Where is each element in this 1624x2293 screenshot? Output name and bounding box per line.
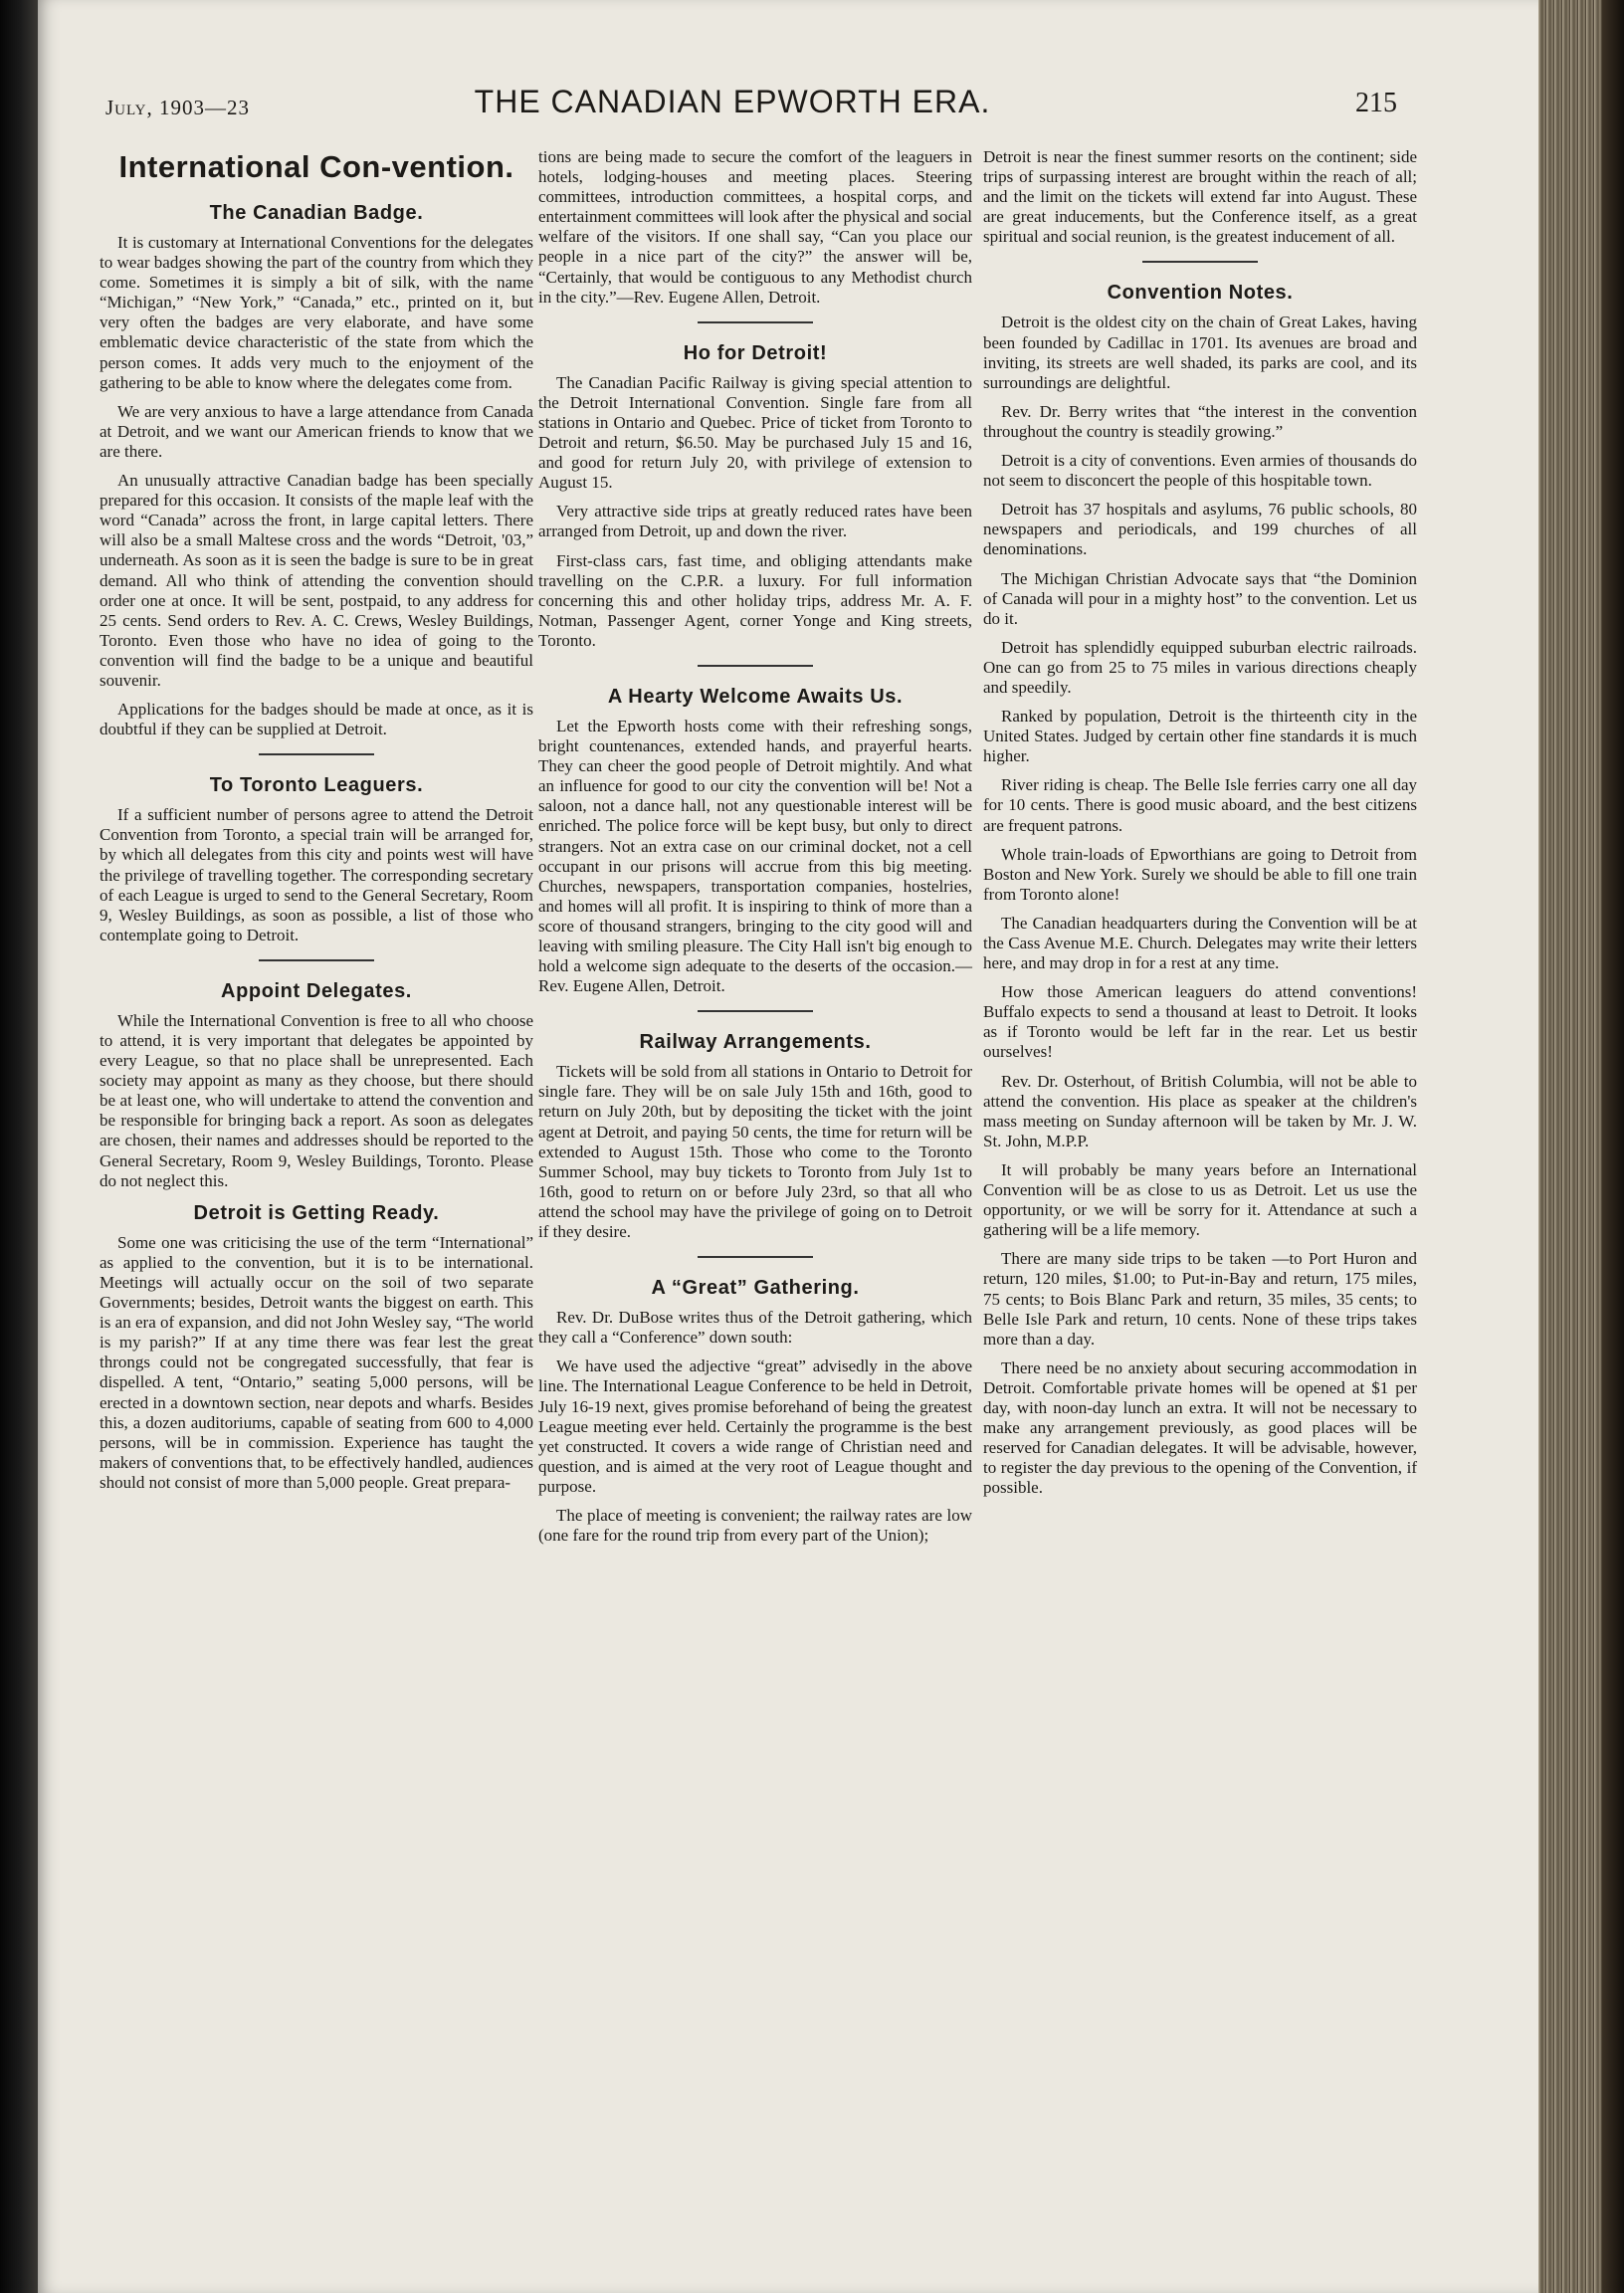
section-divider	[698, 665, 813, 667]
paragraph: Ranked by population, Detroit is the thirteenth city in the United States. Judged by certain other fine standards it is much higher.	[983, 707, 1417, 766]
book-page-edges	[1538, 0, 1624, 2293]
section-divider	[259, 959, 374, 961]
column-1	[100, 147, 533, 1502]
issue-date: July, 1903—23	[105, 96, 250, 119]
section-heading: Appoint Delegates.	[221, 979, 412, 1002]
paragraph: Applications for the badges should be made at once, as it is doubtful if they can be supplied at Detroit.	[100, 700, 533, 739]
paragraph: The Michigan Christian Advocate says that “the Dominion of Canada will pour in a mighty host” to the convention. Let us do it.	[983, 568, 1417, 628]
paragraph: An unusually attractive Canadian badge has been specially prepared for this occasion. It consists of the maple leaf with the word “Canada” across the front, in large capital letters. There will also be a small Maltese cross and the words “Detroit, '03,” underneath. As soon as it is seen the badge is sure to be in great demand. All who think of attending the convention should order one at once. It will be sent, postpaid, to any address for 25 cents. Send orders to Rev. A. C. Crews, Wesley Buildings, Toronto. Even those who have no idea of going to the convention will find the badge to be a unique and beautiful souvenir.	[100, 471, 533, 690]
section-divider	[698, 1010, 813, 1012]
paragraph: Let the Epworth hosts come with their refreshing songs, bright countenances, extended hands, and prayerful hearts. They can cheer the good people of Detroit mightily. And what an influence for good to our city the convention will be! Not a saloon, not a dance hall, not any questionable interest will be enriched. The police force will be kept busy, but only to direct strangers. Not an extra case on our criminal docket, not a cell occupant in our prisons will accrue from this big meeting. Churches, newspapers, transportation companies, hostelries, and homes will all profit. It is inspiring to think of more than a score of thousand strangers, bringing to the city good will and leaving with smiling pleasure. The City Hall isn't big enough to hold a welcome sign adequate to the deserts of the occasion.—Rev. Eugene Allen, Detroit.	[538, 716, 972, 996]
paragraph: There need be no anxiety about securing accommodation in Detroit. Comfortable private homes will be opened at $1 per day, with noon-day lunch an extra. It will not be necessary to make any arrangement previously, as good places will be reserved for Canadian delegates. It will be advisable, however, to register the day previous to the opening of the Convention, if possible.	[983, 1357, 1417, 1498]
paragraph: The Canadian headquarters during the Convention will be at the Cass Avenue M.E. Church. Delegates may write their letters here, and may drop in for a rest at any time.	[983, 913, 1417, 973]
section-heading: The Canadian Badge.	[209, 202, 424, 224]
paragraph: Some one was criticising the use of the term “International” as applied to the convention, but it is to be international. Meetings will actually occur on the soil of two separate Governments; besides, Detroit wants the biggest on earth. This is an era of expansion, and did not John Wesley say, “The world is my parish?” If at any time there was fear lest the great throngs could not be congregated successfully, that fear is dispelled. A tent, “Ontario,” seating 5,000 persons, will be erected in a downtown section, near depots and wharfs. Besides this, a dozen auditoriums, capable of seating from 600 to 4,000 persons, will be in commission. Experience has taught the makers of conventions that, to be effectively handled, audiences should not consist of more than 5,000 people. Great prepara-	[100, 1232, 533, 1492]
paragraph: Detroit is a city of conventions. Even armies of thousands do not seem to disconcert the people of this hospitable town.	[983, 451, 1417, 491]
paragraph: Rev. Dr. DuBose writes thus of the Detroit gathering, which they call a “Conference” down south:	[538, 1308, 972, 1348]
publication-title: THE CANADIAN EPWORTH ERA.	[474, 84, 991, 119]
paragraph: If a sufficient number of persons agree to attend the Detroit Convention from Toronto, a special train will be arranged for, by which all delegates from this city and points west will have the privilege of travelling together. The corresponding secretary of each League is urged to send to the General Secretary, Room 9, Wesley Buildings, as soon as possible, a list of those who contemplate going to Detroit.	[100, 805, 533, 944]
paragraph: Detroit has splendidly equipped suburban electric railroads. One can go from 25 to 75 miles in various directions cheaply and speedily.	[983, 637, 1417, 697]
book-binding-left	[0, 0, 38, 2293]
section-heading: To Toronto Leaguers.	[209, 774, 424, 797]
paragraph: tions are being made to secure the comfort of the leaguers in hotels, lodging-houses and meeting places. Steering committees, introduction committees, a hospital corps, and entertainment committees will look after the physical and social welfare of the visitors. If one shall say, “Can you place our people in a nice part of the city?” the answer will be, “Certainly, that would be contiguous to any Methodist church in the city.”—Rev. Eugene Allen, Detroit.	[538, 147, 972, 307]
paragraph: Rev. Dr. Berry writes that “the interest in the convention throughout the country is steadily growing.”	[983, 401, 1417, 441]
section-heading: A Hearty Welcome Awaits Us.	[607, 685, 904, 708]
paragraph: It is customary at International Conventions for the delegates to wear badges showing the part of the country from which they come. Sometimes it is simply a bit of silk, with the name “Michigan,” “New York,” “Canada,” etc., printed on it, but very often the badges are very elaborate, and have some emblematic device characteristic of the state from which the person comes. It adds very much to the enjoyment of the gathering to be able to know where the delegates come from.	[100, 233, 533, 392]
paragraph: River riding is cheap. The Belle Isle ferries carry one all day for 10 cents. There is good music aboard, and the best citizens are frequent patrons.	[983, 775, 1417, 835]
section-heading: Railway Arrangements.	[639, 1031, 872, 1054]
section-heading: Convention Notes.	[1107, 282, 1294, 305]
paragraph: Detroit is near the finest summer resorts on the continent; side trips of surpassing interest are brought within the reach of all; and the limit on the tickets will extend far into August. These are great inducements, but the Conference itself, as a great spiritual and social reunion, is the greatest inducement of all.	[983, 147, 1417, 247]
page-number: 215	[1355, 88, 1397, 118]
column-2	[538, 147, 972, 1555]
paragraph: The Canadian Pacific Railway is giving special attention to the Detroit International Convention. Single fare from all stations in Ontario and Quebec. Price of ticket from Toronto to Detroit and return, $6.50. May be purchased July 15 and 16, and good for return July 20, with privilege of extension to August 15.	[538, 372, 972, 493]
paragraph: There are many side trips to be taken —to Port Huron and return, 120 miles, $1.00; to Put-in-Bay and return, 175 miles, 75 cents; to Bois Blanc Park and return, 35 miles, 35 cents; to Belle Isle Park and return, 10 cents. None of these trips takes more than a day.	[983, 1249, 1417, 1349]
paragraph: Detroit is the oldest city on the chain of Great Lakes, having been founded by Cadillac in 1701. Its avenues are broad and inviting, its streets are well shaded, its parks are cool, and its surroundings are delightful.	[983, 313, 1417, 392]
paragraph: Very attractive side trips at greatly reduced rates have been arranged from Detroit, up and down the river.	[538, 502, 972, 541]
paragraph: Tickets will be sold from all stations in Ontario to Detroit for single fare. They will be on sale July 15th and 16th, good to return on July 20th, but by depositing the ticket with the joint agent at Detroit, and paying 50 cents, the time for return will be extended to August 15th. Those who come to the Toronto Summer School, may buy tickets to Toronto from July 1st to 16th, good to return on or before July 23rd, so that all who attend the school may have the privilege of going on to Detroit if they desire.	[538, 1062, 972, 1242]
paragraph: It will probably be many years before an International Convention will be as close to us as Detroit. Let us use the opportunity, or we will be sorry for it. Attendance at such a gathering will be a life memory.	[983, 1159, 1417, 1240]
paragraph: We are very anxious to have a large attendance from Canada at Detroit, and we want our American friends to know that we are there.	[100, 401, 533, 461]
section-heading: Detroit is Getting Ready.	[193, 1201, 440, 1224]
running-head	[68, 84, 1397, 133]
paragraph: While the International Convention is free to all who choose to attend, it is very important that delegates be appointed by every League, so that no place shall be unrepresented. Each society may appoint as many as they choose, but there should be at least one, who will undertake to attend the convention and be responsible for bringing back a report. As soon as delegates are chosen, their names and addresses should be reported to the General Secretary, Room 9, Wesley Buildings, Toronto. Please do not neglect this.	[100, 1010, 533, 1190]
paragraph: We have used the adjective “great” advisedly in the above line. The International League Conference to be held in Detroit, July 16-19 next, gives promise beforehand of being the greatest League meeting ever held. Certainly the programme is the best yet constructed. It covers a wide range of Christian need and question, and is aimed at the very root of League thought and purpose.	[538, 1356, 972, 1496]
section-divider	[1142, 261, 1258, 263]
section-divider	[698, 321, 813, 323]
section-divider	[259, 753, 374, 755]
paragraph: Whole train-loads of Epworthians are going to Detroit from Boston and New York. Surely we should be able to fill one train from Toronto alone!	[983, 844, 1417, 904]
section-divider	[698, 1256, 813, 1258]
paragraph: Rev. Dr. Osterhout, of British Columbia, will not be able to attend the convention. His place as speaker at the children's mass meeting on Sunday afternoon will be taken by Mr. J. W. St. John, M.P.P.	[983, 1071, 1417, 1150]
paragraph: First-class cars, fast time, and obliging attendants make travelling on the C.P.R. a luxury. For full information concerning this and other holiday trips, address Mr. A. F. Notman, Passenger Agent, corner Yonge and King streets, Toronto.	[538, 550, 972, 650]
paragraph: Detroit has 37 hospitals and asylums, 76 public schools, 80 newspapers and periodicals, and 199 churches of all denominations.	[983, 500, 1417, 559]
paragraph: The place of meeting is convenient; the railway rates are low (one fare for the round trip from every part of the Union);	[538, 1505, 972, 1546]
article-title: International Con-vention.	[118, 149, 514, 184]
paragraph: How those American leaguers do attend conventions! Buffalo expects to send a thousand at least to Detroit. It looks as if Toronto would be left far in the rear. Let us bestir ourselves!	[983, 982, 1417, 1062]
section-heading: A “Great” Gathering.	[651, 1277, 860, 1300]
column-3	[983, 147, 1417, 1507]
section-heading: Ho for Detroit!	[683, 341, 828, 364]
